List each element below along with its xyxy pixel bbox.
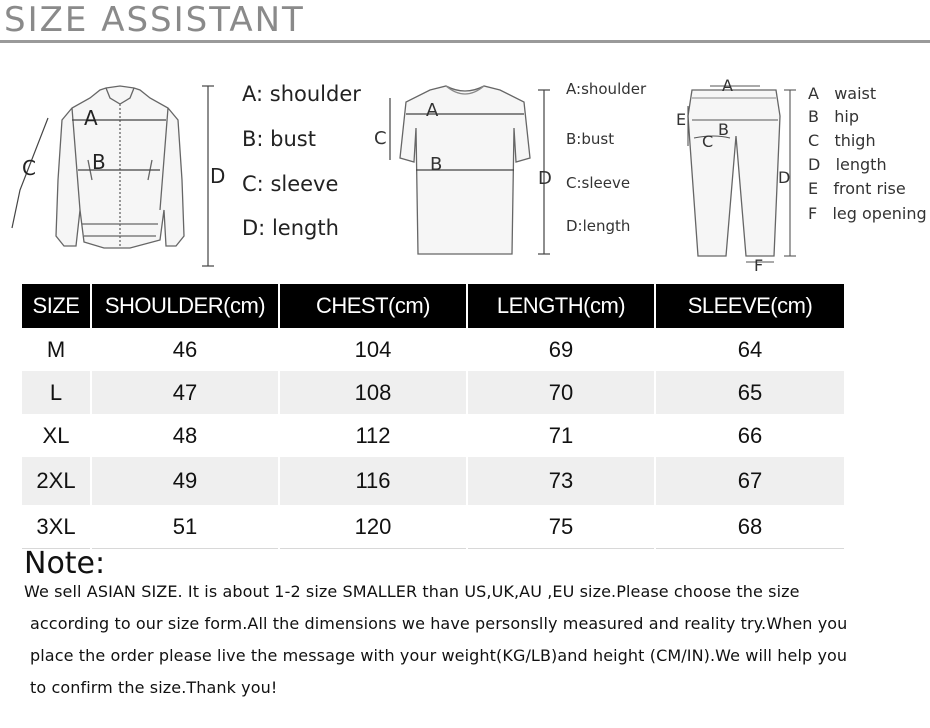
jacket-legend-item: C: sleeve <box>242 172 339 196</box>
size-cell: L <box>22 371 90 414</box>
pants-legend-item: A waist <box>808 84 877 103</box>
table-row <box>22 457 844 505</box>
jacket-diagram <box>0 60 380 270</box>
column-header-size: SIZE <box>22 284 90 328</box>
pants-legend-item: C thigh <box>808 131 876 150</box>
jacket-mark-c: C <box>22 156 36 180</box>
note-line: We sell ASIAN SIZE. It is about 1-2 size SMALLER than US,UK,AU ,EU size.Please choose the size <box>24 582 800 601</box>
tshirt-legend-item: D:length <box>566 217 631 235</box>
pants-mark-d: D <box>778 168 791 187</box>
sleeve-cell: 67 <box>656 457 844 505</box>
pants-legend-item: B hip <box>808 107 859 126</box>
chest-cell: 112 <box>355 422 391 448</box>
note-line: place the order please live the message with your weight(KG/LB)and height (CM/IN).We will help you <box>30 646 848 665</box>
tshirt-legend-item: C:sleeve <box>566 174 631 192</box>
table-row <box>22 328 844 371</box>
tshirt-legend-item: A:shoulder <box>566 80 647 98</box>
pants-legend-item: F leg opening <box>808 204 927 223</box>
table-row <box>22 414 844 457</box>
sleeve-cell: 66 <box>737 422 763 448</box>
length-cell: 69 <box>548 336 574 362</box>
column-header-chest: CHEST(cm) <box>280 284 466 328</box>
tshirt-illustration <box>370 74 560 264</box>
shoulder-cell: 47 <box>92 371 278 414</box>
jacket-legend-item: A: shoulder <box>242 82 361 106</box>
column-header-shoulder: SHOULDER(cm) <box>92 284 278 328</box>
chest-cell: 104 <box>354 336 392 362</box>
table-row <box>22 371 844 414</box>
shoulder-cell: 48 <box>172 422 198 448</box>
jacket-mark-a: A <box>84 106 98 130</box>
length-cell: 73 <box>468 457 654 505</box>
chest-cell: 116 <box>280 457 466 505</box>
sleeve-cell: 68 <box>656 505 844 549</box>
pants-diagram <box>670 76 930 276</box>
shoulder-cell: 49 <box>92 457 278 505</box>
shoulder-cell: 51 <box>92 505 278 549</box>
jacket-mark-b: B <box>92 150 106 174</box>
sleeve-cell: 64 <box>737 336 763 362</box>
tshirt-mark-c: C <box>374 128 387 149</box>
tshirt-mark-b: B <box>430 154 443 175</box>
size-cell: M <box>46 336 66 362</box>
chest-cell: 108 <box>280 371 466 414</box>
column-header-length: LENGTH(cm) <box>468 284 654 328</box>
jacket-mark-d: D <box>210 164 226 188</box>
shoulder-cell: 46 <box>172 336 198 362</box>
table-header-row <box>22 284 844 328</box>
note-line: to confirm the size.Thank you! <box>30 678 278 697</box>
tshirt-mark-a: A <box>426 100 439 121</box>
jacket-legend-item: B: bust <box>242 127 316 151</box>
pants-legend-item: E front rise <box>808 179 906 198</box>
length-cell: 75 <box>468 505 654 549</box>
pants-mark-e: E <box>676 110 687 129</box>
note-line: according to our size form.All the dimensions we have personslly measured and reality try.When you <box>30 614 848 633</box>
tshirt-legend-item: B:bust <box>566 130 615 148</box>
pants-mark-f: F <box>754 256 764 275</box>
pants-mark-c: C <box>702 132 714 151</box>
size-cell: 3XL <box>22 505 90 549</box>
chest-cell: 120 <box>280 505 466 549</box>
pants-legend-item: D length <box>808 155 887 174</box>
length-cell: 70 <box>468 371 654 414</box>
title-divider <box>0 40 930 43</box>
sleeve-cell: 65 <box>656 371 844 414</box>
length-cell: 71 <box>548 422 574 448</box>
size-cell: XL <box>42 422 70 448</box>
pants-mark-a: A <box>722 76 733 95</box>
pants-mark-b: B <box>718 120 729 139</box>
table-row <box>22 505 844 549</box>
jacket-legend-item: D: length <box>242 216 339 240</box>
size-table <box>20 284 846 549</box>
column-header-sleeve: SLEEVE(cm) <box>656 284 844 328</box>
jacket-illustration <box>0 60 240 270</box>
note-title: Note: <box>24 546 106 581</box>
size-cell: 2XL <box>22 457 90 505</box>
page-title: SIZE ASSISTANT <box>4 0 305 40</box>
tshirt-mark-d: D <box>538 168 552 189</box>
tshirt-diagram <box>370 74 670 264</box>
